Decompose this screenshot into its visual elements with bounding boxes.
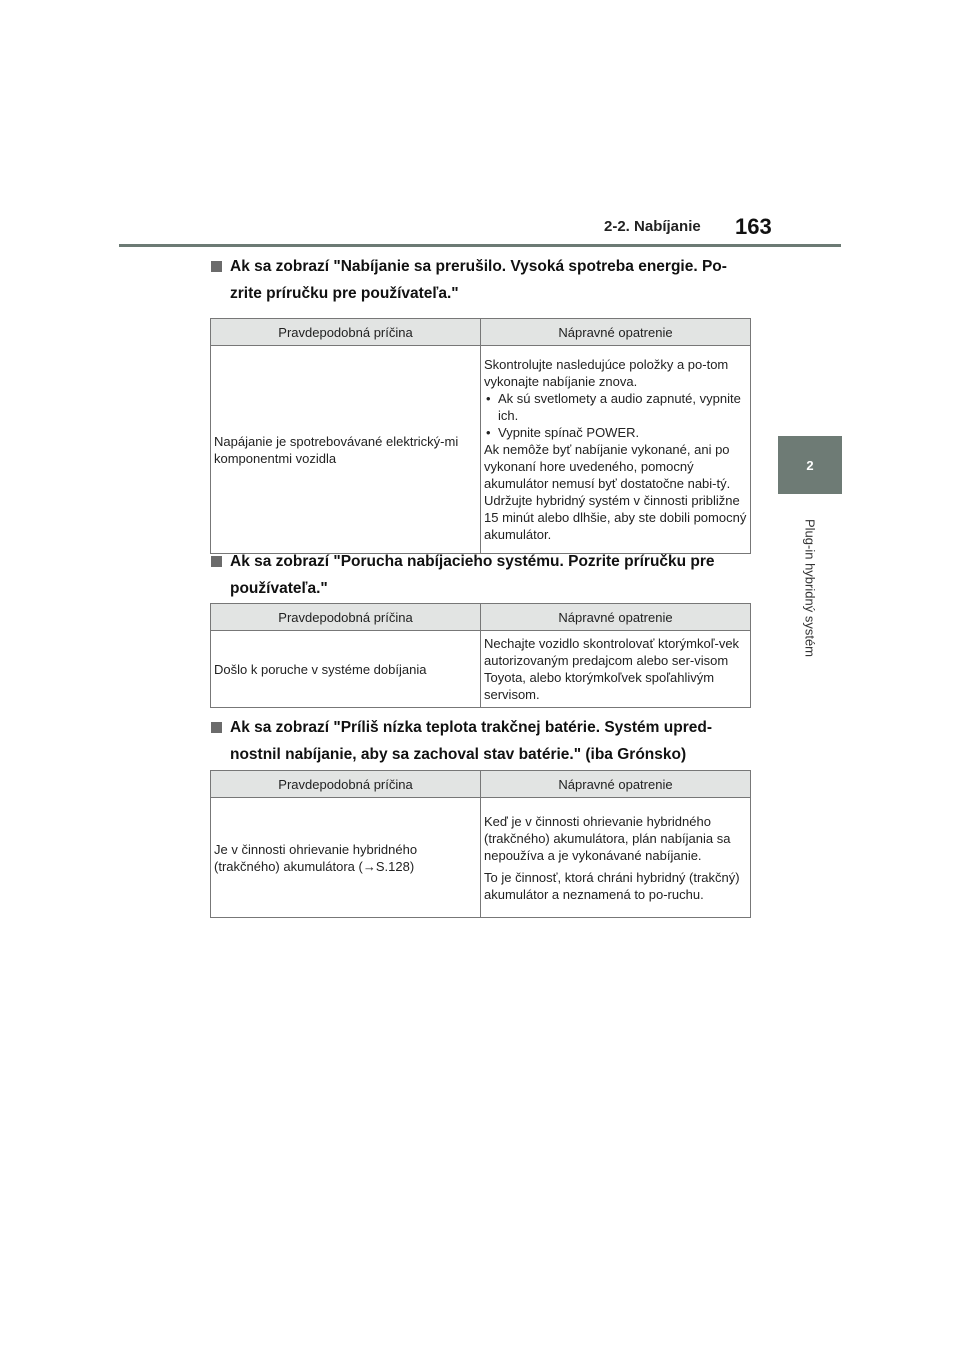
remedy-intro: Skontrolujte nasledujúce položky a po-tom vykonajte nabíjanie znova.	[484, 357, 729, 389]
table-header-row	[211, 771, 751, 798]
remedy-cell	[481, 798, 751, 918]
column-header-remedy: Nápravné opatrenie	[481, 771, 751, 798]
section-title	[210, 548, 750, 602]
cause-cell	[211, 631, 481, 708]
cause-remedy-table	[210, 603, 751, 708]
section-title	[210, 253, 750, 307]
column-header-cause: Pravdepodobná príčina	[211, 604, 481, 631]
square-bullet-icon	[211, 261, 222, 272]
remedy-cell	[481, 346, 751, 554]
cause-text: Napájanie je spotrebovávané elektrický-mi komponentmi vozidla	[214, 433, 459, 466]
column-header-remedy: Nápravné opatrenie	[481, 319, 751, 346]
remedy-outro: Ak nemôže byť nabíjanie vykonané, ani po vykonaní hore uvedeného, pomocný akumulátor nemusí byť dostatočne nabi-tý. Udržujte hybridný systém v činnosti približne 15 minút alebo dlhšie, aby ste dobili pomocný akumulátor.	[484, 442, 747, 542]
cause-cell	[211, 346, 481, 554]
square-bullet-icon	[211, 556, 222, 567]
section-title-text: Ak sa zobrazí "Príliš nízka teplota trakčnej batérie. Systém upred-nostnil nabíjanie, aby sa zachoval stav batérie." (iba Grónsko)	[230, 719, 712, 763]
table-row	[211, 346, 751, 554]
remedy-cell	[481, 631, 751, 708]
remedy-bullets	[484, 390, 747, 441]
section-title-text: Ak sa zobrazí "Nabíjanie sa prerušilo. Vysoká spotreba energie. Po-zrite príručku pre používateľa."	[230, 258, 727, 302]
section-charging-system-fault	[210, 548, 750, 708]
remedy-paragraph: To je činnosť, ktorá chráni hybridný (trakčný) akumulátor a neznamená to po-ruchu.	[484, 869, 740, 902]
header-rule	[119, 244, 841, 247]
cause-text: Došlo k poruche v systéme dobíjania	[214, 661, 427, 677]
chapter-tab-number: 2	[806, 457, 814, 473]
table-header-row	[211, 604, 751, 631]
table-header-row	[211, 319, 751, 346]
list-item: • Vypnite spínač POWER.	[484, 424, 747, 441]
section-charging-interrupted	[210, 253, 750, 554]
cause-remedy-table	[210, 318, 751, 554]
section-title-text: Ak sa zobrazí "Porucha nabíjacieho systému. Pozrite príručku pre používateľa."	[230, 553, 715, 597]
list-item: • Ak sú svetlomety a audio zapnuté, vypnite ich.	[484, 390, 747, 424]
cause-cell	[211, 798, 481, 918]
remedy-text: Nechajte vozidlo skontrolovať ktorýmkoľ-vek autorizovaným predajcom alebo ser-visom Toyota, alebo ktorýmkoľvek spoľahlivým servisom.	[484, 636, 740, 702]
cause-text: Je v činnosti ohrievanie hybridného (trakčného) akumulátora (→S.128)	[214, 841, 418, 874]
column-header-remedy: Nápravné opatrenie	[481, 604, 751, 631]
section-title	[210, 714, 750, 768]
column-header-cause: Pravdepodobná príčina	[211, 319, 481, 346]
chapter-tab	[778, 436, 842, 494]
page-number: 163	[735, 214, 772, 239]
column-header-cause: Pravdepodobná príčina	[211, 771, 481, 798]
remedy-paragraph: Keď je v činnosti ohrievanie hybridného (trakčného) akumulátora, plán nabíjania sa nepoužíva a je vykonávané nabíjanie.	[484, 813, 731, 863]
section-low-battery-temperature	[210, 714, 750, 918]
cause-remedy-table	[210, 770, 751, 918]
square-bullet-icon	[211, 722, 222, 733]
table-row	[211, 798, 751, 918]
section-header: 2-2. Nabíjanie	[604, 218, 701, 235]
chapter-title-vertical: Plug-in hybridný systém	[802, 519, 818, 657]
table-row	[211, 631, 751, 708]
